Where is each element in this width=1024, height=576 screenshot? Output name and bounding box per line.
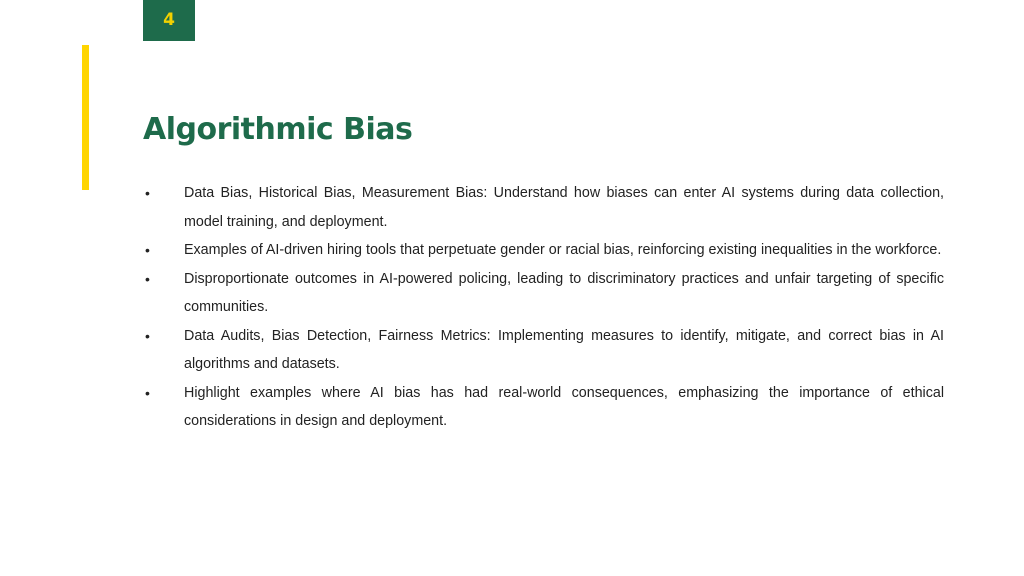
bullet-icon: • — [145, 384, 150, 401]
bullet-text: Disproportionate outcomes in AI-powered policing, leading to discriminatory practices and unfair targeting of specific communities. — [184, 270, 944, 315]
bullet-text: Data Bias, Historical Bias, Measurement Bias: Understand how biases can enter AI systems during data collection, model training, and deployment. — [184, 185, 944, 230]
page-number: 4 — [163, 10, 175, 30]
slide-title: Algorithmic Bias — [143, 112, 413, 147]
bullet-item — [143, 322, 944, 379]
accent-bar — [82, 45, 89, 190]
bullet-text: Highlight examples where AI bias has had real-world consequences, emphasizing the importance of ethical considerations in design and deployment. — [184, 384, 944, 429]
bullet-icon: • — [145, 185, 150, 201]
bullet-item — [143, 379, 944, 436]
bullet-item — [143, 179, 944, 236]
page-number-badge — [143, 0, 195, 41]
bullet-icon: • — [145, 242, 150, 258]
bullet-icon: • — [145, 270, 150, 287]
bullet-item — [143, 265, 944, 322]
bullet-list — [143, 179, 944, 436]
bullet-text: Data Audits, Bias Detection, Fairness Metrics: Implementing measures to identify, mitigate, and correct bias in AI algorithms and datasets. — [184, 327, 944, 372]
bullet-text: Examples of AI-driven hiring tools that perpetuate gender or racial bias, reinforcing existing inequalities in the workforce. — [184, 242, 942, 258]
bullet-item — [143, 236, 944, 265]
bullet-icon: • — [145, 327, 150, 344]
